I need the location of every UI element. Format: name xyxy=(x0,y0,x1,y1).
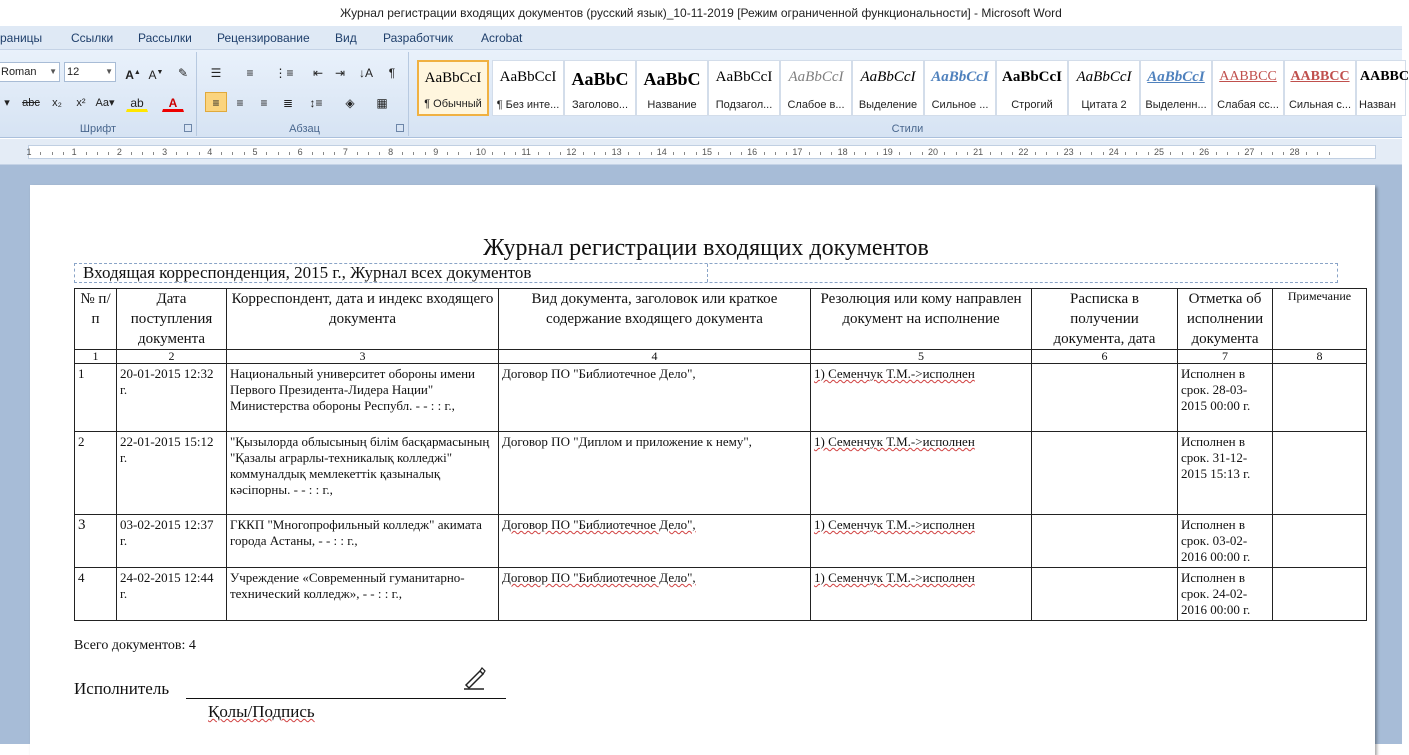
style-sample: AaBbCcI xyxy=(1147,69,1205,85)
ruler-number: 18 xyxy=(837,147,848,157)
ruler-tick xyxy=(368,152,369,155)
ruler-tick xyxy=(865,152,866,155)
ruler-tick xyxy=(831,152,832,155)
font-group xyxy=(0,52,197,136)
style-sample: AaBbC xyxy=(643,69,701,89)
ruler-tick xyxy=(1012,152,1013,155)
style-name: Подзагол... xyxy=(715,99,773,111)
ruler-number: 1 xyxy=(26,147,32,157)
style-sample: AaBbCcI xyxy=(788,69,844,85)
cell-doc-type: Договор ПО "Библиотечное Дело", xyxy=(499,568,811,621)
style-name: Сильная с... xyxy=(1288,99,1352,111)
document-subtitle: Входящая корреспонденция, 2015 г., Журнал всех документов xyxy=(83,263,532,282)
header-cell: Корреспондент, дата и индекс входящего документа xyxy=(227,289,499,350)
cell-doc-type: Договор ПО "Диплом и приложение к нему", xyxy=(499,432,811,515)
show-marks-icon[interactable]: ¶ xyxy=(388,66,396,80)
shading-icon[interactable]: ◈ xyxy=(345,96,355,110)
font-color-icon[interactable]: A xyxy=(162,92,184,112)
table-row xyxy=(75,364,1367,432)
ruler-tick xyxy=(538,152,539,155)
clear-format-icon[interactable]: ✎ xyxy=(177,66,189,80)
style-name: ¶ Обычный xyxy=(424,98,482,110)
ruler-tick xyxy=(1306,152,1307,155)
header-cell: № п/п xyxy=(75,289,117,350)
ruler-number: 13 xyxy=(611,147,622,157)
ruler-tick xyxy=(786,152,787,155)
ruler-tick xyxy=(1125,152,1126,155)
ruler-tick xyxy=(108,152,109,155)
ruler-number: 21 xyxy=(973,147,984,157)
ruler-tick xyxy=(289,152,290,155)
increase-indent-icon[interactable]: ⇥ xyxy=(334,66,346,80)
column-number: 5 xyxy=(811,350,1032,364)
cell-num: 4 xyxy=(75,568,117,621)
ruler-tick xyxy=(1317,152,1318,155)
style-normal[interactable] xyxy=(417,60,489,116)
style-sample: AaBbCcI xyxy=(424,70,482,86)
style-sample: AABBCC xyxy=(1290,69,1350,84)
change-case-button[interactable]: Aa▾ xyxy=(95,97,115,109)
cell-note xyxy=(1273,515,1367,568)
cell-correspondent: Национальный университет обороны имени Первого Президента-Лидера Нации" Министерства обороны Республ. - - : : г., xyxy=(227,364,499,432)
cell-note xyxy=(1273,568,1367,621)
cell-num: 1 xyxy=(75,364,117,432)
ruler-number: 12 xyxy=(566,147,577,157)
style-name: Название xyxy=(647,99,697,111)
style-strong[interactable] xyxy=(996,60,1068,116)
ruler-tick xyxy=(323,152,324,155)
font-size-value: 12 xyxy=(67,66,80,78)
executor-label: Исполнитель xyxy=(74,679,170,698)
ruler-number: 24 xyxy=(1108,147,1119,157)
style-name: ¶ Без инте... xyxy=(496,99,560,111)
cell-execution: Исполнен в срок. 24-02-2016 00:00 г. xyxy=(1178,568,1273,621)
ruler-tick xyxy=(922,152,923,155)
multilevel-list-icon[interactable]: ⋮≡ xyxy=(274,66,294,80)
ruler-tick xyxy=(1103,152,1104,155)
ruler-tick xyxy=(63,152,64,155)
ruler-number: 4 xyxy=(207,147,213,157)
cell-correspondent: ГККП "Многопрофильный колледж" акимата города Астаны, - - : : г., xyxy=(227,515,499,568)
align-right-icon[interactable]: ≡ xyxy=(260,96,268,110)
ruler-number: 25 xyxy=(1153,147,1165,157)
ruler-number: 17 xyxy=(792,147,803,157)
align-center-icon[interactable]: ≡ xyxy=(236,96,244,110)
chevron-down-icon: ▼ xyxy=(49,67,57,76)
ruler-tick xyxy=(153,152,154,155)
ruler-number: 1 xyxy=(71,147,77,157)
ruler-number: 10 xyxy=(475,147,487,157)
ruler-tick xyxy=(1272,152,1273,155)
table-header-row xyxy=(75,289,1367,350)
ruler-tick xyxy=(1227,152,1228,155)
ruler-tick xyxy=(899,152,900,155)
ruler-tick xyxy=(651,152,652,155)
ruler-tick xyxy=(1001,152,1002,155)
ruler-tick xyxy=(504,152,505,155)
ruler-tick xyxy=(775,152,776,155)
ruler-tick xyxy=(515,152,516,155)
cell-correspondent: Учреждение «Современный гуманитарно-технический колледж», - - : : г., xyxy=(227,568,499,621)
ruler-tick xyxy=(86,152,87,155)
paragraph-group-label: Абзац xyxy=(289,123,320,135)
ruler-tick xyxy=(560,152,561,155)
ruler-tick xyxy=(764,152,765,155)
ruler-number: 22 xyxy=(1018,147,1029,157)
style-name: Заголово... xyxy=(571,99,629,111)
header-cell: Отметка об исполнении документа xyxy=(1178,289,1273,350)
document-page[interactable] xyxy=(30,185,1375,755)
cell-resolution: 1) Семенчук Т.М.->исполнен xyxy=(811,515,1032,568)
signature-pen-icon xyxy=(462,665,488,691)
ruler-number: 20 xyxy=(927,147,939,157)
style-name: Слабая сс... xyxy=(1217,99,1279,111)
style-name: Строгий xyxy=(1011,99,1053,111)
tab-acrobat[interactable]: Acrobat xyxy=(481,31,523,45)
grow-font-button[interactable]: A▲ xyxy=(125,68,141,82)
highlight-icon[interactable]: ab xyxy=(126,92,148,112)
ruler-number: 26 xyxy=(1199,147,1210,157)
window-title: Журнал регистрации входящих документов (русский язык)_10-11-2019 [Режим ограниченной функциональности] - Microsoft Word xyxy=(0,0,1402,26)
ruler-tick xyxy=(1080,152,1081,155)
align-left-icon[interactable]: ≡ xyxy=(205,92,227,112)
table-row xyxy=(75,568,1367,621)
numbering-icon[interactable]: ≡ xyxy=(246,66,254,80)
decrease-indent-icon[interactable]: ⇤ xyxy=(312,66,324,80)
column-number: 6 xyxy=(1032,350,1178,364)
ruler-number: 8 xyxy=(388,147,394,157)
cell-execution: Исполнен в срок. 31-12-2015 15:13 г. xyxy=(1178,432,1273,515)
ruler-tick xyxy=(696,152,697,155)
ruler-tick xyxy=(854,152,855,155)
cell-note xyxy=(1273,432,1367,515)
ruler-tick xyxy=(605,152,606,155)
column-number-row xyxy=(75,350,1367,364)
column-number: 4 xyxy=(499,350,811,364)
ruler-tick xyxy=(684,152,685,155)
ruler-tick xyxy=(199,152,200,155)
header-cell: Резолюция или кому направлен документ на исполнение xyxy=(811,289,1032,350)
style-sample: AaBbCcI xyxy=(1076,69,1132,85)
ruler-tick xyxy=(40,152,41,155)
tab-view[interactable]: Вид xyxy=(335,31,357,45)
ribbon-tabs xyxy=(0,26,1402,50)
ruler-tick xyxy=(1091,152,1092,155)
column-number: 1 xyxy=(75,350,117,364)
ruler-number: 14 xyxy=(656,147,667,157)
ruler-number: 16 xyxy=(747,147,758,157)
table-row xyxy=(75,432,1367,515)
ruler-tick xyxy=(492,152,493,155)
ruler-tick xyxy=(1283,152,1284,155)
ruler-tick xyxy=(944,152,945,155)
ruler-tick xyxy=(357,152,358,155)
font-size-select[interactable] xyxy=(64,62,116,82)
cell-doc-type: Договор ПО "Библиотечное Дело", xyxy=(499,515,811,568)
horizontal-ruler[interactable] xyxy=(28,145,1376,159)
cell-receipt xyxy=(1032,432,1178,515)
cell-note xyxy=(1273,364,1367,432)
style-name: Слабое в... xyxy=(787,99,845,111)
ruler-tick xyxy=(425,152,426,155)
total-documents: Всего документов: 4 xyxy=(74,638,196,653)
style-subtle-reference[interactable] xyxy=(1212,60,1284,116)
cell-num: 2 xyxy=(75,432,117,515)
style-emphasis[interactable] xyxy=(852,60,924,116)
styles-group-label: Стили xyxy=(891,123,924,135)
font-name-value: Roman xyxy=(1,66,37,78)
cell-doc-type: Договор ПО "Библиотечное Дело", xyxy=(499,364,811,432)
signature-caption: Қолы/Подпись xyxy=(208,702,315,721)
style-name: Сильное ... xyxy=(931,99,989,111)
sort-icon[interactable]: ↓A xyxy=(358,66,373,80)
style-name: Цитата 2 xyxy=(1081,99,1127,111)
ruler-tick xyxy=(221,152,222,155)
ruler-tick xyxy=(1182,152,1183,155)
ruler-tick xyxy=(1216,152,1217,155)
cell-correspondent: "Қызылорда облысының білім басқармасының "Қазалы аграрлы-техникалық колледжі" коммуналдық мемлекеттік қазыналық кәсіпорны. - - : : г., xyxy=(227,432,499,515)
ruler-number: 7 xyxy=(342,147,348,157)
cell-receipt xyxy=(1032,364,1178,432)
tab-developer[interactable]: Разработчик xyxy=(383,31,453,45)
style-title[interactable] xyxy=(636,60,708,116)
ruler-tick xyxy=(877,152,878,155)
signature-line xyxy=(186,698,506,699)
cell-date: 24-02-2015 12:44 г. xyxy=(117,568,227,621)
ruler-tick xyxy=(956,152,957,155)
style-name: Выделенн... xyxy=(1145,99,1207,111)
table-row xyxy=(75,515,1367,568)
tab-page-layout[interactable]: раницы xyxy=(0,31,43,45)
ruler-tick xyxy=(232,152,233,155)
ruler-tick xyxy=(809,152,810,155)
ruler-tick xyxy=(628,152,629,155)
bullets-icon[interactable]: ☰ xyxy=(210,66,222,80)
cell-receipt xyxy=(1032,515,1178,568)
ruler-tick xyxy=(1170,152,1171,155)
style-book-title[interactable] xyxy=(1356,60,1409,116)
ruler-tick xyxy=(458,152,459,155)
subscript-button[interactable]: x₂ xyxy=(52,97,62,109)
style-subtitle[interactable] xyxy=(708,60,780,116)
justify-icon[interactable]: ≣ xyxy=(282,96,294,110)
ruler-tick xyxy=(334,152,335,155)
superscript-button[interactable]: x² xyxy=(76,97,86,109)
cell-resolution: 1) Семенчук Т.М.->исполнен xyxy=(811,432,1032,515)
ruler-number: 11 xyxy=(521,147,531,157)
ruler-tick xyxy=(447,152,448,155)
ruler-tick xyxy=(990,152,991,155)
style-no-spacing[interactable] xyxy=(492,60,564,116)
ruler-number: 3 xyxy=(162,147,168,157)
style-sample: AaBbCcI xyxy=(715,69,773,85)
ruler-tick xyxy=(1238,152,1239,155)
ruler-tick xyxy=(583,152,584,155)
column-number: 8 xyxy=(1273,350,1367,364)
ruler-tick xyxy=(52,152,53,155)
style-sample: AABBCC xyxy=(1219,69,1277,84)
ruler-tick xyxy=(379,152,380,155)
ruler-number: 2 xyxy=(116,147,122,157)
column-number: 7 xyxy=(1178,350,1273,364)
tab-review[interactable]: Рецензирование xyxy=(217,31,310,45)
journal-table xyxy=(74,288,1367,621)
cell-num: 3 xyxy=(75,515,117,568)
font-group-label: Шрифт xyxy=(79,123,117,135)
ruler-tick xyxy=(97,152,98,155)
document-area xyxy=(0,165,1402,744)
style-heading[interactable] xyxy=(564,60,636,116)
header-cell: Расписка в получении документа, дата xyxy=(1032,289,1178,350)
style-sample: AaBbCcI xyxy=(931,69,989,85)
ribbon xyxy=(0,50,1409,138)
cell-date: 22-01-2015 15:12 г. xyxy=(117,432,227,515)
ruler-tick xyxy=(278,152,279,155)
style-name: Назван xyxy=(1359,99,1396,111)
style-subtle-emphasis[interactable] xyxy=(780,60,852,116)
ruler-number: 23 xyxy=(1063,147,1074,157)
ruler-tick xyxy=(244,152,245,155)
cell-resolution: 1) Семенчук Т.М.->исполнен xyxy=(811,568,1032,621)
cell-date: 20-01-2015 12:32 г. xyxy=(117,364,227,432)
ruler-tick xyxy=(718,152,719,155)
ruler-tick xyxy=(142,152,143,155)
ruler-tick xyxy=(910,152,911,155)
ruler-tick xyxy=(1046,152,1047,155)
document-title: Журнал регистрации входящих документов xyxy=(483,235,929,261)
cell-execution: Исполнен в срок. 28-03-2015 00:00 г. xyxy=(1178,364,1273,432)
cell-receipt xyxy=(1032,568,1178,621)
style-sample: AaBbCcI xyxy=(1001,69,1062,85)
subtitle-frame xyxy=(74,263,1338,283)
ruler-tick xyxy=(470,152,471,155)
font-name-select[interactable] xyxy=(0,62,60,82)
shrink-font-button[interactable]: A▼ xyxy=(148,68,164,82)
ruler-tick xyxy=(1057,152,1058,155)
ruler-bar xyxy=(0,139,1402,165)
style-sample: AABBC xyxy=(1360,69,1409,84)
style-sample: AaBbCcI xyxy=(499,69,557,85)
ruler-tick xyxy=(413,152,414,155)
cell-execution: Исполнен в срок. 03-02-2016 00:00 г. xyxy=(1178,515,1273,568)
tab-mailings[interactable]: Рассылки xyxy=(138,31,192,45)
ruler-tick xyxy=(1261,152,1262,155)
style-intense-quote[interactable] xyxy=(1140,60,1212,116)
paragraph-group xyxy=(201,52,409,136)
style-sample: AaBbC xyxy=(571,69,629,89)
ruler-tick xyxy=(1193,152,1194,155)
paragraph-dialog-launcher[interactable] xyxy=(396,124,404,132)
ruler-tick xyxy=(820,152,821,155)
frame-divider xyxy=(707,264,708,282)
ruler-tick xyxy=(1035,152,1036,155)
ruler-tick xyxy=(639,152,640,155)
tab-references[interactable]: Ссылки xyxy=(71,31,114,45)
header-cell: Дата поступления документа xyxy=(117,289,227,350)
ruler-number: 6 xyxy=(297,147,303,157)
cell-resolution: 1) Семенчук Т.М.->исполнен xyxy=(811,364,1032,432)
ruler-tick xyxy=(967,152,968,155)
header-cell: Вид документа, заголовок или краткое содержание входящего документа xyxy=(499,289,811,350)
ruler-tick xyxy=(312,152,313,155)
ruler-tick xyxy=(187,152,188,155)
ruler-number: 19 xyxy=(882,147,893,157)
style-intense-emphasis[interactable] xyxy=(924,60,996,116)
ruler-tick xyxy=(730,152,731,155)
ruler-tick xyxy=(594,152,595,155)
font-dialog-launcher[interactable] xyxy=(184,124,192,132)
ruler-tick xyxy=(673,152,674,155)
ruler-tick xyxy=(266,152,267,155)
style-intense-reference[interactable] xyxy=(1284,60,1356,116)
styles-group xyxy=(413,52,1409,136)
style-sample: AaBbCcI xyxy=(860,69,916,85)
ruler-tick xyxy=(131,152,132,155)
ruler-number: 27 xyxy=(1244,147,1255,157)
ruler-number: 15 xyxy=(701,147,713,157)
strikethrough-button[interactable]: abc xyxy=(22,97,40,109)
ruler-tick xyxy=(1136,152,1137,155)
underline-dropdown-icon[interactable]: ▾ xyxy=(4,97,10,109)
ruler-number: 28 xyxy=(1289,147,1300,157)
borders-icon[interactable]: ▦ xyxy=(376,96,388,110)
ruler-tick xyxy=(176,152,177,155)
header-cell: Примечание xyxy=(1273,289,1367,350)
cell-date: 03-02-2015 12:37 г. xyxy=(117,515,227,568)
ruler-tick xyxy=(549,152,550,155)
style-name: Выделение xyxy=(858,99,918,111)
ruler-tick xyxy=(1148,152,1149,155)
line-spacing-icon[interactable]: ↕≡ xyxy=(309,96,323,110)
style-quote-2[interactable] xyxy=(1068,60,1140,116)
ruler-tick xyxy=(741,152,742,155)
chevron-down-icon: ▼ xyxy=(105,67,113,76)
ruler-tick xyxy=(1329,152,1330,155)
column-number: 3 xyxy=(227,350,499,364)
ruler-number: 5 xyxy=(252,147,258,157)
ruler-tick xyxy=(402,152,403,155)
column-number: 2 xyxy=(117,350,227,364)
ruler-number: 9 xyxy=(433,147,439,157)
